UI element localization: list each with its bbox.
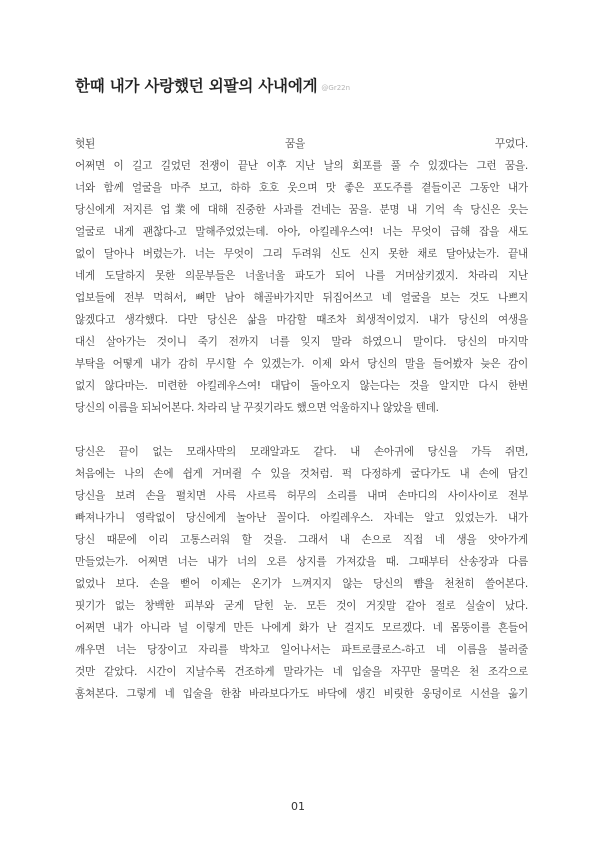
document-title: 한때 내가 사랑했던 외팔의 사내에게: [75, 77, 318, 95]
text-line: 어쩌면 내가 아니라 널 이렇게 만든 나에게 화가 난 걸지도 모르겠다. 네 몸뚱이를 흔들어: [75, 622, 528, 634]
text-line: 없지 않다마는. 미련한 아킬레우스여! 대답이 돌아오지 않는다는 것을 알지만 다시 한번: [75, 380, 528, 392]
text-line: 처음에는 나의 손에 쉽게 거머쥘 수 있을 것처럼. 퍽 다정하게 굴다가도 내 손에 담긴: [75, 468, 528, 480]
text-line: 빠져나가니 영락없이 당신에게 놀아난 꼴이다. 아킬레우스. 자네는 알고 있었는가. 내가: [75, 512, 528, 524]
text-line: 당신을 보려 손을 펼치면 사륵 사르륵 허무의 소리를 내며 손마디의 사이사이로 전부: [75, 490, 528, 502]
text-line: 당신 때문에 이리 고통스러워 할 것을. 그래서 내 손으로 직접 네 생을 앗아가게: [75, 534, 528, 546]
text-line: 대신 살아가는 것이니 죽기 전까지 너를 잊지 말라 하였으니 말이다. 당신의 마지막: [75, 336, 528, 348]
text-line: 업보들에 전부 먹혀서, 뼈만 남아 해골바가지만 뒤집어쓰고 네 얼굴을 보는 것도 나쁘지: [75, 292, 528, 304]
text-line: 네게 도달하지 못한 의문부들은 너울너울 파도가 되어 나를 거머삼키겠지. 차라리 지난: [75, 270, 528, 282]
page-number: 01: [291, 800, 305, 813]
text-line: 핏기가 없는 창백한 피부와 굳게 닫힌 눈. 모든 것이 거짓말 같아 절로 실술이 났다.: [75, 600, 528, 612]
text-line: 당신은 끝이 없는 모래사막의 모래알과도 같다. 내 손아귀에 당신을 가득 쥐면,: [75, 446, 528, 458]
paragraph: [75, 441, 528, 705]
paragraph: [75, 133, 528, 419]
text-line: 부탁을 어떻게 내가 감히 무시할 수 있겠는가. 이제 와서 당신의 말을 들어봤자 늦은 감이: [75, 358, 528, 370]
text-line: 훔쳐본다. 그렇게 네 입술을 한참 바라보다가도 바닥에 생긴 비릿한 웅덩이로 시선을 옮기: [75, 688, 528, 700]
text-line: 없이 달아나 버렸는가. 너는 무엇이 그리 두려워 신도 신지 못한 채로 달아났는가. 끝내: [75, 248, 528, 260]
text-line: 헛된 꿈을 꾸었다.: [75, 138, 528, 150]
author-handle: @Gr22n: [321, 84, 351, 92]
body-text: [75, 133, 528, 705]
text-line: 없었나 보다. 손을 뻗어 이제는 온기가 느껴지지 않는 당신의 뺨을 천천히 쓸어본다.: [75, 578, 528, 590]
text-line: 당신의 이름을 되뇌어본다. 차라리 날 꾸짖기라도 했으면 억울하지나 않았을 텐데.: [75, 402, 439, 414]
paragraph-gap: [75, 419, 528, 441]
text-line: 얼굴로 내게 괜찮다-고 말해주었었는데. 아아, 아킬레우스여! 너는 무엇이 급해 잡을 새도: [75, 226, 528, 238]
text-line: 않겠다고 생각했다. 다만 당신은 삶을 마감할 때조차 희생적이었지. 내가 당신의 여생을: [75, 314, 528, 326]
text-line: 만들었는가. 어쩌면 너는 내가 너의 오른 상지를 가져갔을 때. 그때부터 산송장과 다름: [75, 556, 528, 568]
title-row: [75, 74, 535, 96]
text-line: 깨우면 너는 당장이고 자리를 박차고 일어나서는 파트로클로스-하고 네 이름을 불러줄: [75, 644, 528, 656]
text-line: 너와 함께 얼굴을 마주 보고, 하하 호호 웃으며 맛 좋은 포도주를 곁들이곤 그동안 내가: [75, 182, 528, 194]
text-line: 것만 같았다. 시간이 지날수록 건조하게 말라가는 네 입술을 자꾸만 물먹은 천 조각으로: [75, 666, 528, 678]
text-line: 당신에게 저지른 업業에 대해 진중한 사과를 건네는 꿈을. 분명 내 기억 속 당신은 웃는: [75, 204, 528, 216]
text-line: 어쩌면 이 길고 길었던 전쟁이 끝난 이후 지난 날의 회포를 풀 수 있겠다는 그런 꿈을.: [75, 160, 528, 172]
